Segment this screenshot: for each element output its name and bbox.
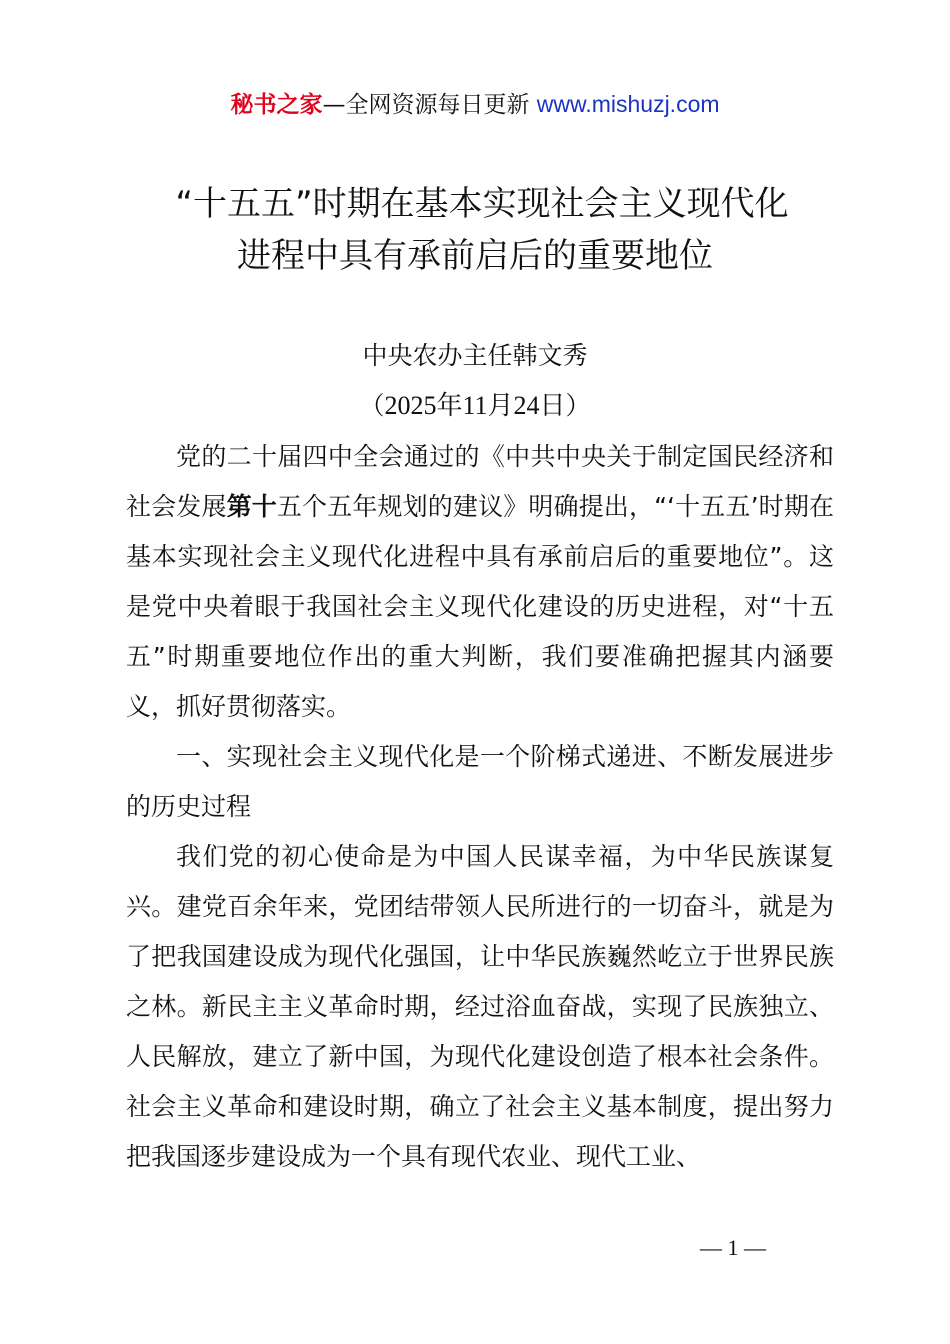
paragraph-text: 党的二十届四中全会通过的《中共中央关于制定国民经济和社会发展 [126, 442, 834, 521]
document-body [126, 432, 834, 1182]
paragraph-text: 我们党的初心使命是为中国人民谋幸福，为中华民族谋复兴。建党百余年来，党团结带领人民所进行的一切奋斗，就是为了把我国建设成为现代化强国，让中华民族巍然屹立于世界民族之林。新民主主义革命时期，经过浴血奋战，实现了民族独立、人民解放，建立了新中国，为现代化建设创造了根本社会条件。社会主义革命和建设时期，确立了社会主义基本制度，提出努力把我国逐步建设成为一个具有现代农业、现代工业、 [126, 842, 834, 1171]
body-paragraph [126, 432, 834, 732]
date-open-paren: （ [359, 391, 385, 420]
header-slogan: —全网资源每日更新 [322, 92, 530, 118]
date-text: 2025年11月24日 [384, 391, 566, 420]
document-date [0, 386, 950, 426]
section-heading [126, 732, 834, 832]
document-author: 中央农办主任韩文秀 [362, 341, 588, 370]
site-header [0, 86, 950, 123]
page-number: — 1 — [700, 1235, 766, 1260]
brand-name: 秘书之家 [230, 92, 323, 118]
document-title-line-1: “十五五”时期在基本实现社会主义现代化 [175, 184, 789, 224]
document-title-line-2: 进程中具有承前启后的重要地位 [237, 236, 713, 276]
paragraph-text: 五个五年规划的建议》明确提出，“‘十五五’时期在基本实现社会主义现代化进程中具有承前启后的重要地位”。这是党中央着眼于我国社会主义现代化建设的历史进程，对“十五五”时期重要地位作出的重大判断，我们要准确把握其内涵要义，抓好贯彻落实。 [126, 492, 834, 721]
date-close-paren: ） [565, 391, 591, 420]
section-heading-text: 一、实现社会主义现代化是一个阶梯式递进、不断发展进步的历史过程 [126, 742, 834, 821]
paragraph-bold-text: 第十 [226, 492, 277, 521]
site-url-link[interactable]: www.mishuzj.com [536, 91, 720, 117]
body-paragraph [126, 832, 834, 1182]
